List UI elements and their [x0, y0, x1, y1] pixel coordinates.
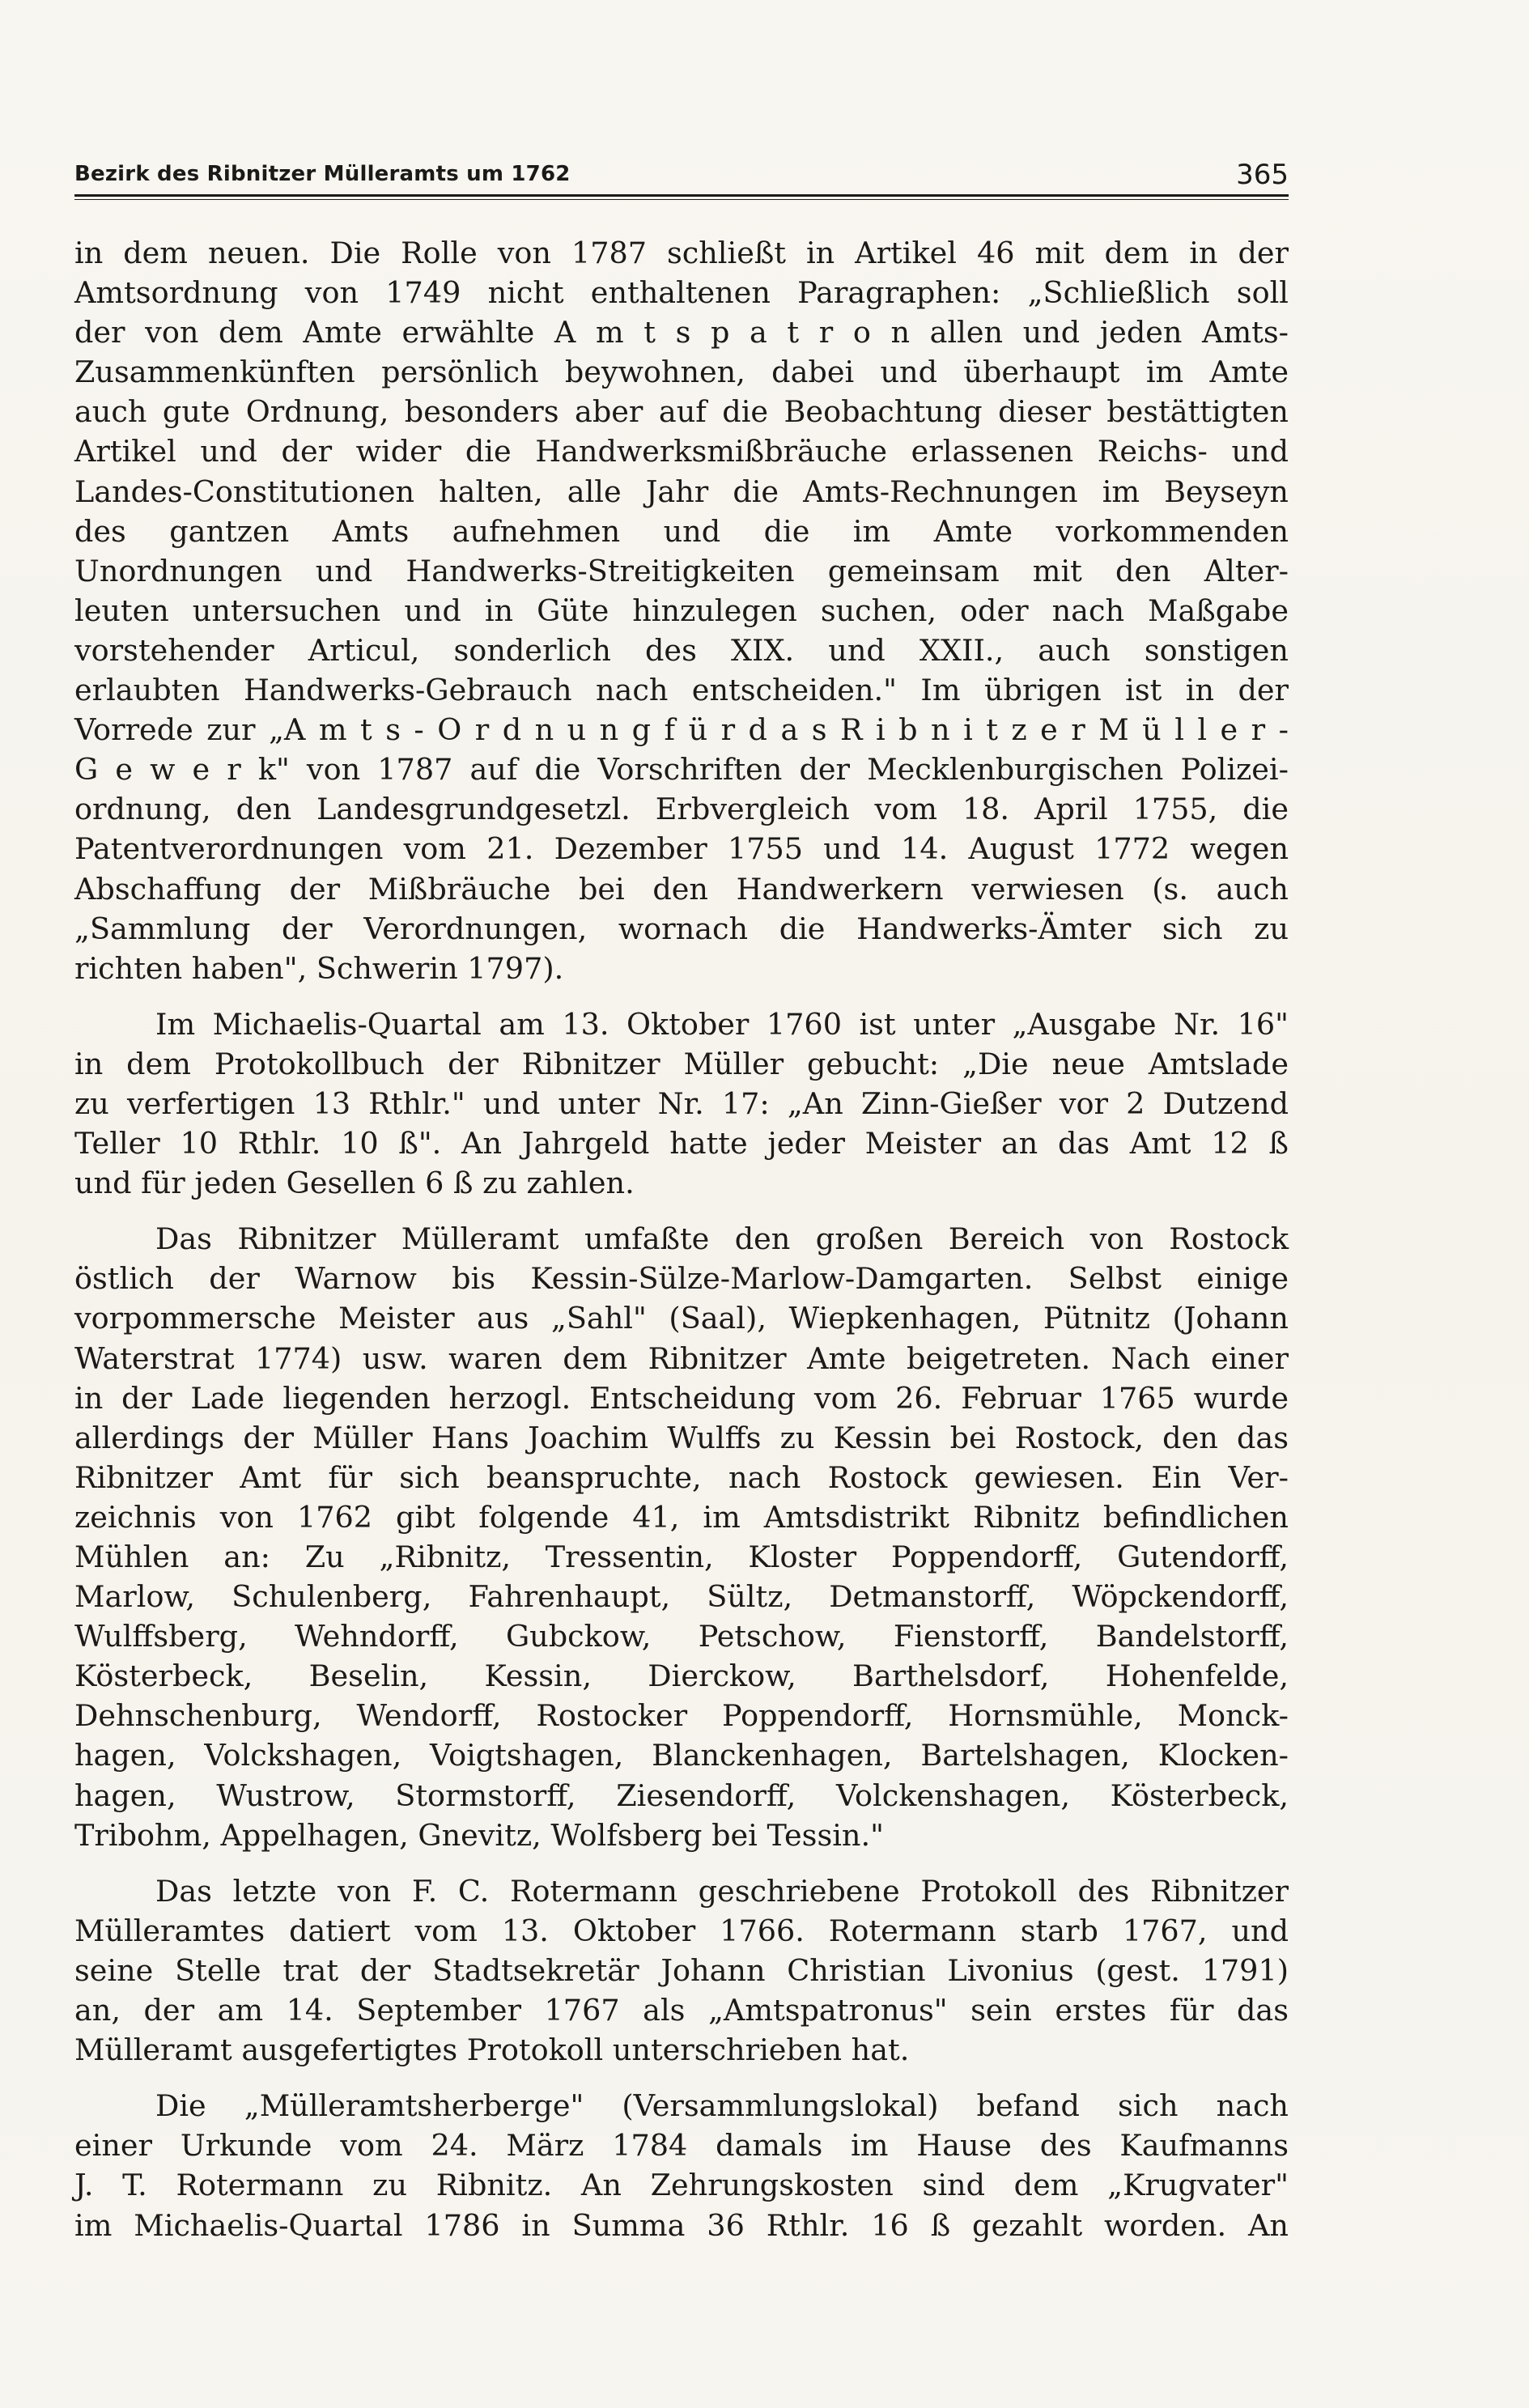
- text-line: in dem Protokollbuch der Ribnitzer Müller gebucht: „Die neue Amtslade: [74, 1046, 1289, 1081]
- text-line: Die „Mülleramtsherberge" (Versammlungslokal) befand sich nach: [155, 2088, 1289, 2124]
- text-line: ordnung, den Landesgrundgesetzl. Erbvergleich vom 18. April 1755, die: [74, 792, 1289, 827]
- text-line: zu verfertigen 13 Rthlr." und unter Nr. 17: „An Zinn-Gießer vor 2 Dutzend: [74, 1085, 1289, 1121]
- text-line: Wulffsberg, Wehndorff, Gubckow, Petschow, Fienstorff, Bandelstorff,: [74, 1619, 1289, 1654]
- paragraph-gap: [74, 988, 1289, 1004]
- text-line: hagen, Wustrow, Stormstorff, Ziesendorff, Volckenshagen, Kösterbeck,: [74, 1777, 1289, 1813]
- body-text: [74, 233, 1289, 2245]
- text-line: vorstehender Articul, sonderlich des XIX. und XXII., auch sonstigen: [74, 632, 1289, 668]
- text-line: Landes-Constitutionen halten, alle Jahr die Amts-Rechnungen im Beyseyn: [74, 474, 1289, 509]
- paragraph-gap: [74, 1855, 1289, 1871]
- text-line: zeichnis von 1762 gibt folgende 41, im Amtsdistrikt Ribnitz befindlichen: [74, 1499, 1289, 1535]
- header-rule: [74, 194, 1289, 200]
- page-number: 365: [1236, 159, 1289, 191]
- text-line: Zusammenkünften persönlich beywohnen, dabei und überhaupt im Amte: [74, 355, 1289, 390]
- paragraph-gap: [74, 1203, 1289, 1219]
- text-line: in der Lade liegenden herzogl. Entscheidung vom 26. Februar 1765 wurde: [74, 1380, 1289, 1416]
- text-line: allerdings der Müller Hans Joachim Wulffs zu Kessin bei Rostock, den das: [74, 1420, 1289, 1455]
- text-line: östlich der Warnow bis Kessin-Sülze-Marlow-Damgarten. Selbst einige: [74, 1261, 1289, 1297]
- text-line: J. T. Rotermann zu Ribnitz. An Zehrungskosten sind dem „Krugvater": [74, 2168, 1289, 2203]
- text-line: Das letzte von F. C. Rotermann geschriebene Protokoll des Ribnitzer: [155, 1873, 1289, 1909]
- text-line: Ribnitzer Amt für sich beanspruchte, nach Rostock gewiesen. Ein Ver-: [74, 1459, 1289, 1495]
- text-line: Im Michaelis-Quartal am 13. Oktober 1760 ist unter „Ausgabe Nr. 16": [155, 1006, 1289, 1042]
- text-line: Mülleramt ausgefertigtes Protokoll unterschrieben hat.: [74, 2032, 910, 2068]
- text-line: erlaubten Handwerks-Gebrauch nach entscheiden." Im übrigen ist in der: [74, 673, 1289, 708]
- text-line: hagen, Volckshagen, Voigtshagen, Blanckenhagen, Bartelshagen, Klocken-: [74, 1738, 1289, 1773]
- paragraph: [74, 2086, 1289, 2244]
- text-line: seine Stelle trat der Stadtsekretär Johann Christian Livonius (gest. 1791): [74, 1952, 1289, 1988]
- text-line: Abschaffung der Mißbräuche bei den Handwerkern verwiesen (s. auch: [74, 871, 1289, 907]
- text-line: und für jeden Gesellen 6 ß zu zahlen.: [74, 1166, 635, 1201]
- paragraph: [74, 1004, 1289, 1203]
- text-line: in dem neuen. Die Rolle von 1787 schließt in Artikel 46 mit dem in der: [74, 236, 1289, 270]
- text-line: Mühlen an: Zu „Ribnitz, Tressentin, Kloster Poppendorff, Gutendorff,: [74, 1540, 1289, 1574]
- text-line: im Michaelis-Quartal 1786 in Summa 36 Rthlr. 16 ß gezahlt worden. An: [74, 2207, 1289, 2243]
- text-line: richten haben", Schwerin 1797).: [74, 950, 564, 986]
- text-line: des gantzen Amts aufnehmen und die im Amte vorkommenden: [74, 513, 1289, 549]
- paragraph: [74, 1219, 1289, 1855]
- text-line: Kösterbeck, Beselin, Kessin, Dierckow, Barthelsdorf, Hohenfelde,: [74, 1658, 1289, 1694]
- text-line: „Sammlung der Verordnungen, wornach die Handwerks-Ämter sich zu: [74, 911, 1289, 946]
- text-line: Waterstrat 1774) usw. waren dem Ribnitzer Amte beigetreten. Nach einer: [74, 1340, 1289, 1376]
- text-line: Unordnungen und Handwerks-Streitigkeiten gemeinsam mit den Alter-: [74, 553, 1289, 588]
- running-title: Bezirk des Ribnitzer Mülleramts um 1762: [74, 162, 571, 186]
- text-line: vorpommersche Meister aus „Sahl" (Saal), Wiepkenhagen, Pütnitz (Johann: [74, 1301, 1289, 1336]
- text-line: Mülleramtes datiert vom 13. Oktober 1766. Rotermann starb 1767, und: [74, 1913, 1289, 1948]
- text-line: G e w e r k" von 1787 auf die Vorschriften der Mecklenburgischen Polizei-: [74, 752, 1289, 788]
- text-line: Dehnschenburg, Wendorff, Rostocker Poppendorff, Hornsmühle, Monck-: [74, 1698, 1289, 1734]
- text-line: an, der am 14. September 1767 als „Amtspatronus" sein erstes für das: [74, 1993, 1289, 2028]
- text-line: Patentverordnungen vom 21. Dezember 1755 und 14. August 1772 wegen: [74, 831, 1289, 867]
- text-line: Amtsordnung von 1749 nicht enthaltenen Paragraphen: „Schließlich soll: [74, 275, 1289, 311]
- paragraph: [74, 1871, 1289, 2070]
- text-line: einer Urkunde vom 24. März 1784 damals im Hause des Kaufmanns: [74, 2128, 1289, 2164]
- running-head: [74, 151, 1289, 196]
- text-line: auch gute Ordnung, besonders aber auf die Beobachtung dieser bestättigten: [74, 394, 1289, 430]
- text-line: Tribohm, Appelhagen, Gnevitz, Wolfsberg bei Tessin.": [74, 1817, 884, 1853]
- text-line: Artikel und der wider die Handwerksmißbräuche erlassenen Reichs- und: [74, 434, 1289, 469]
- text-line: leuten untersuchen und in Güte hinzulegen suchen, oder nach Maßgabe: [74, 592, 1289, 628]
- text-line: Das Ribnitzer Mülleramt umfaßte den großen Bereich von Rostock: [155, 1221, 1289, 1257]
- paragraph: [74, 233, 1289, 988]
- text-line: Vorrede zur „A m t s - O r d n u n g f ü r d a s R i b n i t z e r M ü l l e r -: [74, 712, 1289, 748]
- paragraph-gap: [74, 2070, 1289, 2086]
- text-line: der von dem Amte erwählte A m t s p a t r o n allen und jeden Amts-: [74, 315, 1289, 350]
- text-line: Marlow, Schulenberg, Fahrenhaupt, Sültz, Detmanstorff, Wöpckendorff,: [74, 1579, 1289, 1615]
- text-line: Teller 10 Rthlr. 10 ß". An Jahrgeld hatte jeder Meister an das Amt 12 ß: [74, 1126, 1289, 1162]
